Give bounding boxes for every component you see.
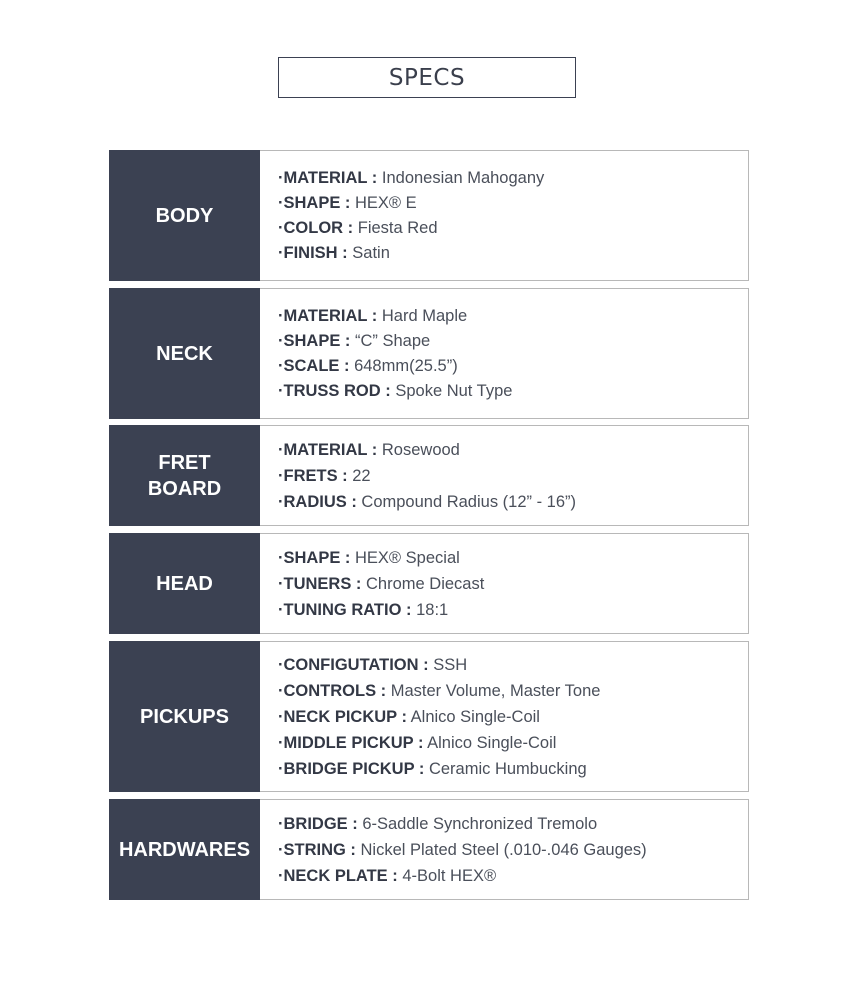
spec-key: ·TUNING RATIO : [278, 600, 412, 619]
spec-value: 648mm(25.5”) [349, 356, 458, 375]
spec-value: Alnico Single-Coil [423, 733, 557, 752]
spec-line [278, 489, 748, 515]
section-details-neck [260, 289, 748, 418]
spec-line [278, 545, 748, 571]
spec-key: ·RADIUS : [278, 492, 357, 511]
spec-key: ·CONFIGUTATION : [278, 655, 429, 674]
spec-key: ·TUNERS : [278, 574, 362, 593]
spec-value: Hard Maple [377, 306, 468, 325]
spec-key: ·MIDDLE PICKUP : [278, 733, 424, 752]
spec-line [278, 811, 748, 837]
spec-line [278, 437, 748, 463]
spec-value: Satin [347, 243, 390, 262]
spec-value: Fiesta Red [353, 218, 438, 237]
spec-line [278, 241, 748, 266]
spec-key: ·MATERIAL : [278, 168, 378, 187]
spec-value: Alnico Single-Coil [406, 707, 540, 726]
spec-line [278, 678, 748, 704]
spec-line [278, 304, 748, 329]
spec-key: ·SHAPE : [278, 193, 351, 212]
spec-line [278, 216, 748, 241]
spec-value: Rosewood [377, 440, 460, 459]
spec-line [278, 597, 748, 623]
spec-line [278, 756, 748, 782]
spec-value: Compound Radius (12” - 16”) [356, 492, 577, 511]
spec-key: ·BRIDGE : [278, 814, 358, 833]
specs-title: SPECS [278, 57, 576, 98]
spec-section-head [109, 533, 749, 634]
section-label-head: HEAD [109, 533, 260, 634]
spec-section-body [109, 150, 749, 281]
spec-key: ·NECK PICKUP : [278, 707, 407, 726]
spec-value: HEX® Special [350, 548, 460, 567]
spec-value: 18:1 [411, 600, 449, 619]
section-details-hardwares [260, 800, 748, 899]
spec-line [278, 166, 748, 191]
spec-key: ·MATERIAL : [278, 306, 378, 325]
spec-value: SSH [428, 655, 468, 674]
section-details-fretboard [260, 426, 748, 525]
spec-value: HEX® E [350, 193, 417, 212]
spec-key: ·NECK PLATE : [278, 866, 398, 885]
spec-line [278, 191, 748, 216]
spec-key: ·COLOR : [278, 218, 354, 237]
spec-key: ·FINISH : [278, 243, 348, 262]
spec-value: Master Volume, Master Tone [386, 681, 601, 700]
spec-value: 22 [347, 466, 371, 485]
section-label-fretboard: FRET BOARD [109, 425, 260, 526]
section-label-body: BODY [109, 150, 260, 281]
spec-value: Nickel Plated Steel (.010-.046 Gauges) [355, 840, 647, 859]
spec-line [278, 863, 748, 889]
spec-value: Spoke Nut Type [390, 381, 513, 400]
spec-line [278, 730, 748, 756]
section-details-pickups [260, 642, 748, 791]
spec-value: 4-Bolt HEX® [397, 866, 497, 885]
spec-line [278, 463, 748, 489]
spec-value: Ceramic Humbucking [424, 759, 587, 778]
spec-section-pickups [109, 641, 749, 792]
spec-value: “C” Shape [350, 331, 431, 350]
spec-key: ·MATERIAL : [278, 440, 378, 459]
section-details-body [260, 151, 748, 280]
spec-key: ·CONTROLS : [278, 681, 387, 700]
spec-value: Chrome Diecast [361, 574, 485, 593]
spec-key: ·SCALE : [278, 356, 350, 375]
spec-line [278, 354, 748, 379]
spec-line [278, 571, 748, 597]
spec-key: ·STRING : [278, 840, 356, 859]
spec-value: 6-Saddle Synchronized Tremolo [357, 814, 598, 833]
spec-section-neck [109, 288, 749, 419]
spec-key: ·FRETS : [278, 466, 348, 485]
section-label-hardwares: HARDWARES [109, 799, 260, 900]
spec-line [278, 652, 748, 678]
spec-value: Indonesian Mahogany [377, 168, 545, 187]
spec-section-fretboard [109, 425, 749, 526]
spec-line [278, 837, 748, 863]
spec-key: ·BRIDGE PICKUP : [278, 759, 425, 778]
section-details-head [260, 534, 748, 633]
spec-key: ·TRUSS ROD : [278, 381, 391, 400]
spec-line [278, 704, 748, 730]
spec-line [278, 329, 748, 354]
spec-line [278, 379, 748, 404]
spec-section-hardwares [109, 799, 749, 900]
section-label-pickups: PICKUPS [109, 641, 260, 792]
spec-key: ·SHAPE : [278, 331, 351, 350]
section-label-neck: NECK [109, 288, 260, 419]
spec-key: ·SHAPE : [278, 548, 351, 567]
